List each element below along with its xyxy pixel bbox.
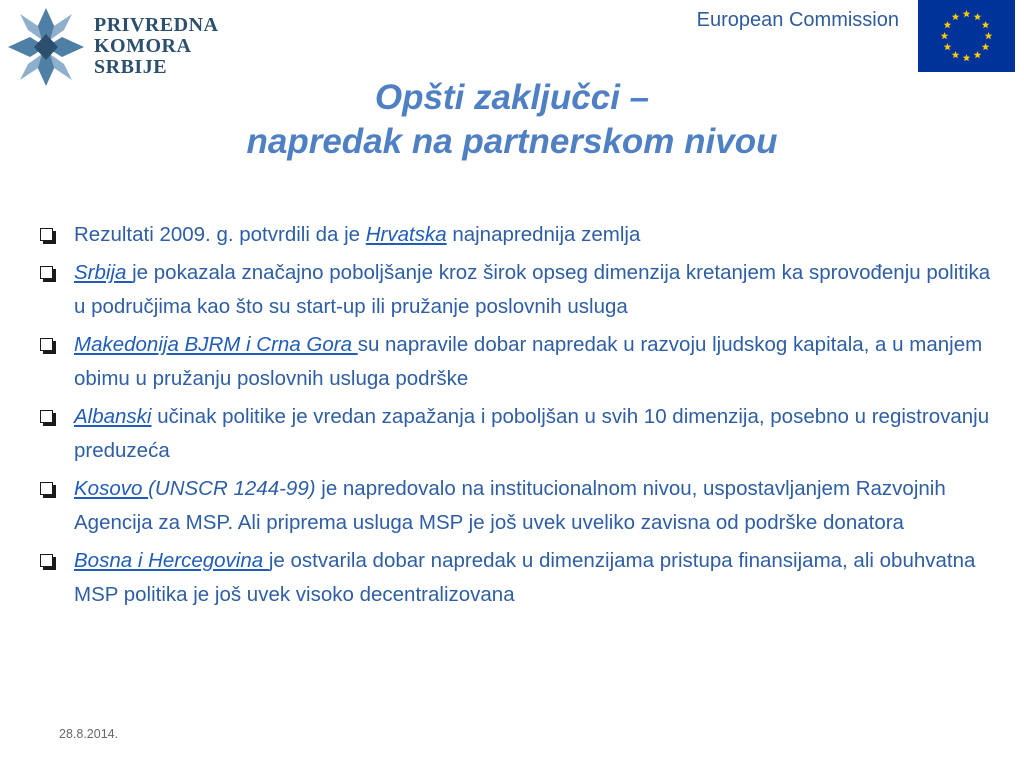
bullet-text: je napredovalo na institucionalnom nivou, uspostavljanjem Razvojnih Agencija za MSP. Ali priprema usluga MSP je još uvek uveliko zavisna od podrške donatora xyxy=(74,477,946,534)
bullet-text: je pokazala značajno poboljšanje kroz širok opseg dimenzija kretanjem ka sprovođenju politika u područjima kao što su start-up ili pružanje poslovnih usluga xyxy=(74,261,991,318)
bullet-item xyxy=(40,544,1000,612)
bullet-item xyxy=(40,328,1000,396)
country-link-bosnia[interactable]: Bosna i Hercegovina xyxy=(74,549,269,572)
country-link-serbia[interactable]: Srbija xyxy=(74,261,133,284)
bullet-item xyxy=(40,256,1000,324)
footer-date: 28.8.2014. xyxy=(59,727,119,741)
bullet-text: su napravile dobar napredak u razvoju ljudskog kapitala, a u manjem obimu u pružanju poslovnih usluga podrške xyxy=(74,333,983,390)
slide-title xyxy=(0,76,1024,164)
eu-flag-icon xyxy=(918,0,1015,72)
bullet-item xyxy=(40,472,1000,540)
country-link-macedonia-montenegro[interactable]: Makedonija BJRM i Crna Gora xyxy=(74,333,358,356)
bullet-pre: Rezultati 2009. g. potvrdili da je xyxy=(74,223,366,246)
logo-line-1: PRIVREDNA xyxy=(94,14,219,36)
checkbox-bullet-icon xyxy=(40,410,53,423)
chamber-logo-text xyxy=(94,15,219,78)
bullet-item xyxy=(40,218,1000,252)
european-commission-label: European Commission xyxy=(696,9,899,31)
bullet-text: učinak politike je vredan zapažanja i poboljšan u svih 10 dimenzija, posebno u registrovanju preduzeća xyxy=(74,405,990,462)
country-link-kosovo[interactable]: Kosovo xyxy=(74,477,149,500)
logo-line-2: KOMORA xyxy=(94,35,192,57)
logo-line-3: SRBIJE xyxy=(94,56,168,78)
country-link-albania[interactable]: Albanski xyxy=(74,405,152,428)
slide-title-line-1: Opšti zaključci – xyxy=(374,78,650,117)
bullet-list xyxy=(40,218,1000,616)
checkbox-bullet-icon xyxy=(40,338,53,351)
checkbox-bullet-icon xyxy=(40,266,53,279)
checkbox-bullet-icon xyxy=(40,554,53,567)
slide-title-line-2: napredak na partnerskom nivou xyxy=(246,122,778,161)
bullet-item xyxy=(40,400,1000,468)
bullet-note: (UNSCR 1244-99) xyxy=(148,477,316,500)
bullet-text: najnaprednija zemlja xyxy=(446,223,641,246)
country-link-croatia[interactable]: Hrvatska xyxy=(365,223,447,246)
checkbox-bullet-icon xyxy=(40,228,53,241)
bullet-text: je ostvarila dobar napredak u dimenzijama pristupa finansijama, ali obuhvatna MSP politika je još uvek visoko decentralizovana xyxy=(74,549,976,606)
checkbox-bullet-icon xyxy=(40,482,53,495)
